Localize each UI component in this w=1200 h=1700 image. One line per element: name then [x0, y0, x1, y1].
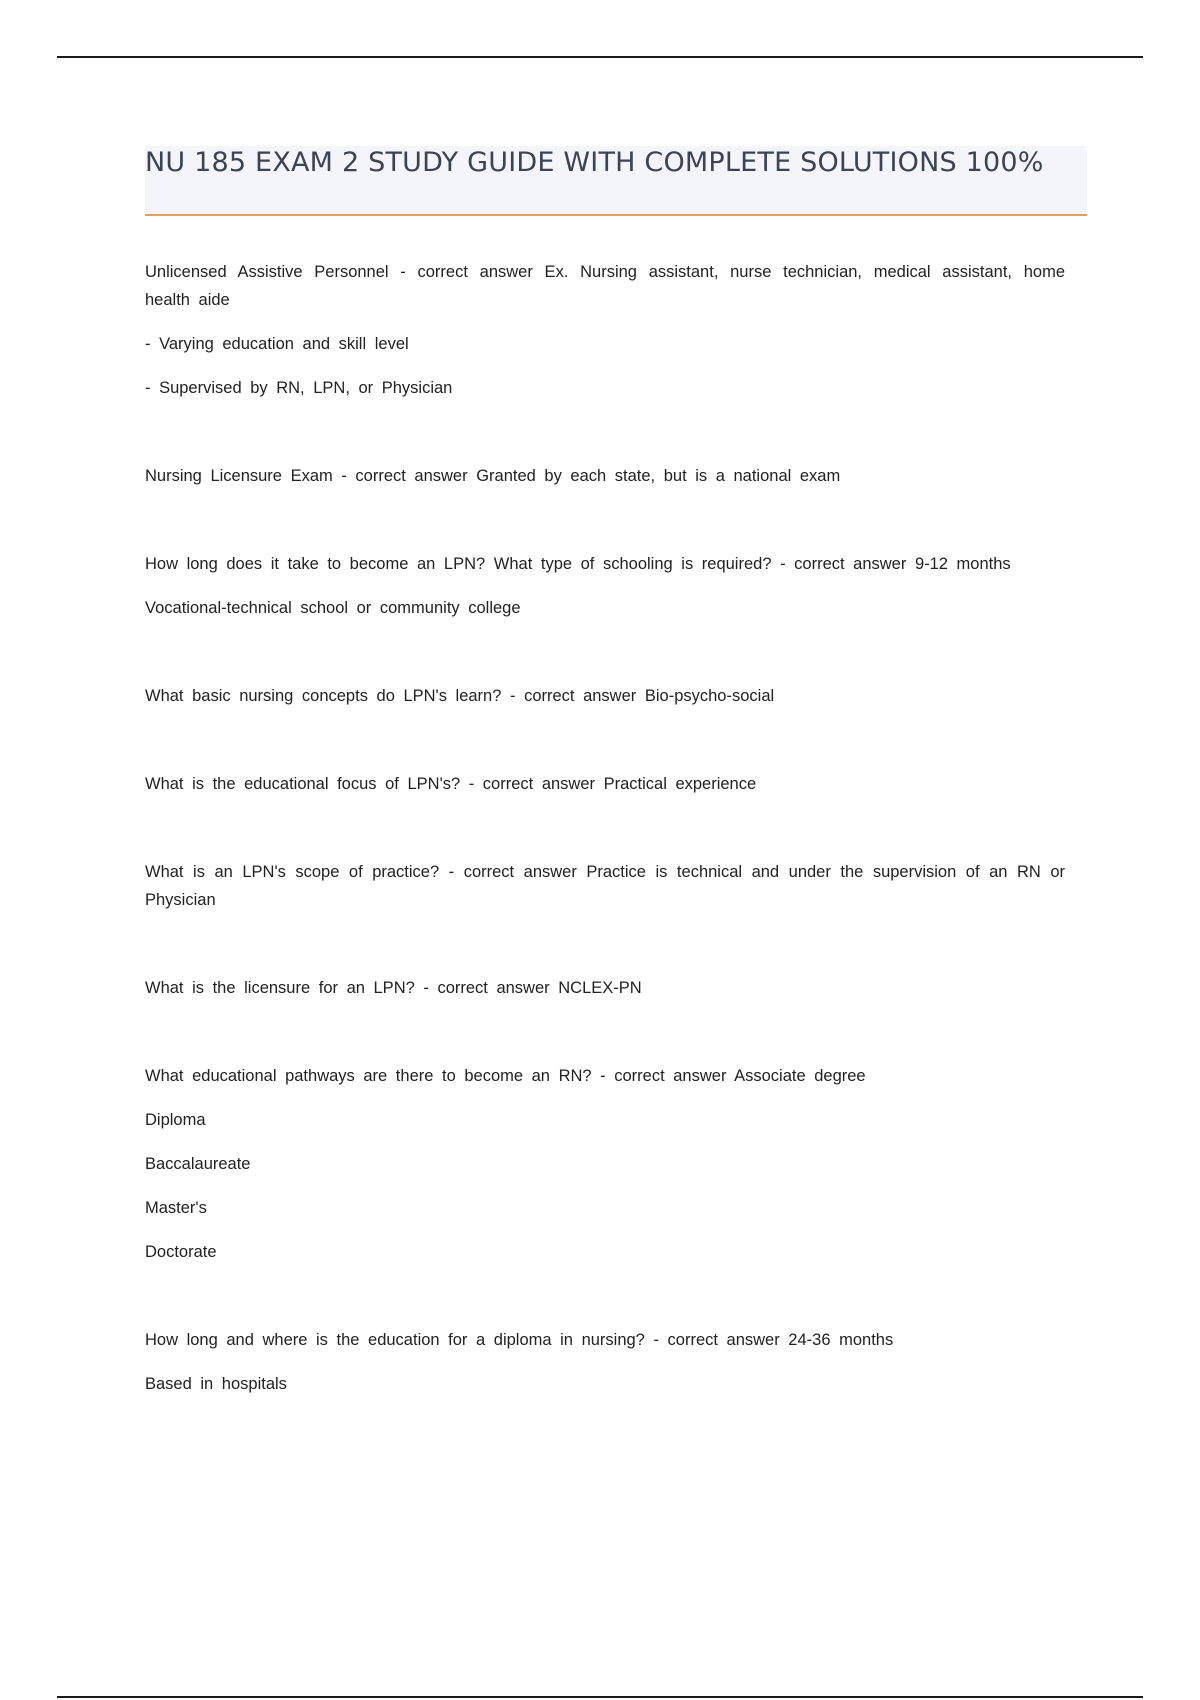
qa-answer-line: - Supervised by RN, LPN, or Physician: [145, 379, 453, 397]
qa-question-answer: How long and where is the education for a diploma in nursing? - correct answer 24-36 months: [145, 1331, 894, 1349]
qa-entry: [145, 974, 1065, 1002]
qa-question-answer: What educational pathways are there to become an RN? - correct answer Associate degree: [145, 1067, 866, 1085]
qa-entry: [145, 550, 1065, 622]
qa-question-answer: Nursing Licensure Exam - correct answer Granted by each state, but is a national exam: [145, 467, 841, 485]
qa-entry: [145, 682, 1065, 710]
qa-answer-line: Master's: [145, 1199, 207, 1217]
qa-question-answer: What basic nursing concepts do LPN's learn? - correct answer Bio-psycho-social: [145, 687, 775, 705]
footer-rule: [57, 1696, 1143, 1698]
qa-answer-line: - Varying education and skill level: [145, 335, 409, 353]
qa-answer-line: Baccalaureate: [145, 1155, 251, 1173]
qa-entry: [145, 1326, 1065, 1398]
study-guide-content: [145, 258, 1065, 1458]
document-title: NU 185 EXAM 2 STUDY GUIDE WITH COMPLETE SOLUTIONS 100%: [145, 147, 1044, 178]
qa-answer-line: Doctorate: [145, 1243, 217, 1261]
qa-entry: [145, 258, 1065, 402]
qa-entry: [145, 1062, 1065, 1266]
qa-answer-line: Vocational-technical school or community college: [145, 599, 521, 617]
title-banner: [145, 146, 1087, 216]
qa-answer-line: Based in hospitals: [145, 1375, 287, 1393]
qa-answer-line: Diploma: [145, 1111, 206, 1129]
qa-entry: [145, 858, 1065, 914]
qa-question-answer: What is the educational focus of LPN's? - correct answer Practical experience: [145, 775, 757, 793]
qa-question-answer: What is the licensure for an LPN? - correct answer NCLEX-PN: [145, 979, 642, 997]
qa-question-answer: How long does it take to become an LPN? What type of schooling is required? - correct answer 9-12 months: [145, 555, 1011, 573]
qa-question-answer: What is an LPN's scope of practice? - correct answer Practice is technical and under the supervision of an RN or Physician: [145, 863, 1065, 909]
qa-question-answer: Unlicensed Assistive Personnel - correct answer Ex. Nursing assistant, nurse technician, medical assistant, home health aide: [145, 263, 1065, 309]
qa-entry: [145, 770, 1065, 798]
qa-entry: [145, 462, 1065, 490]
header-rule: [57, 56, 1143, 58]
